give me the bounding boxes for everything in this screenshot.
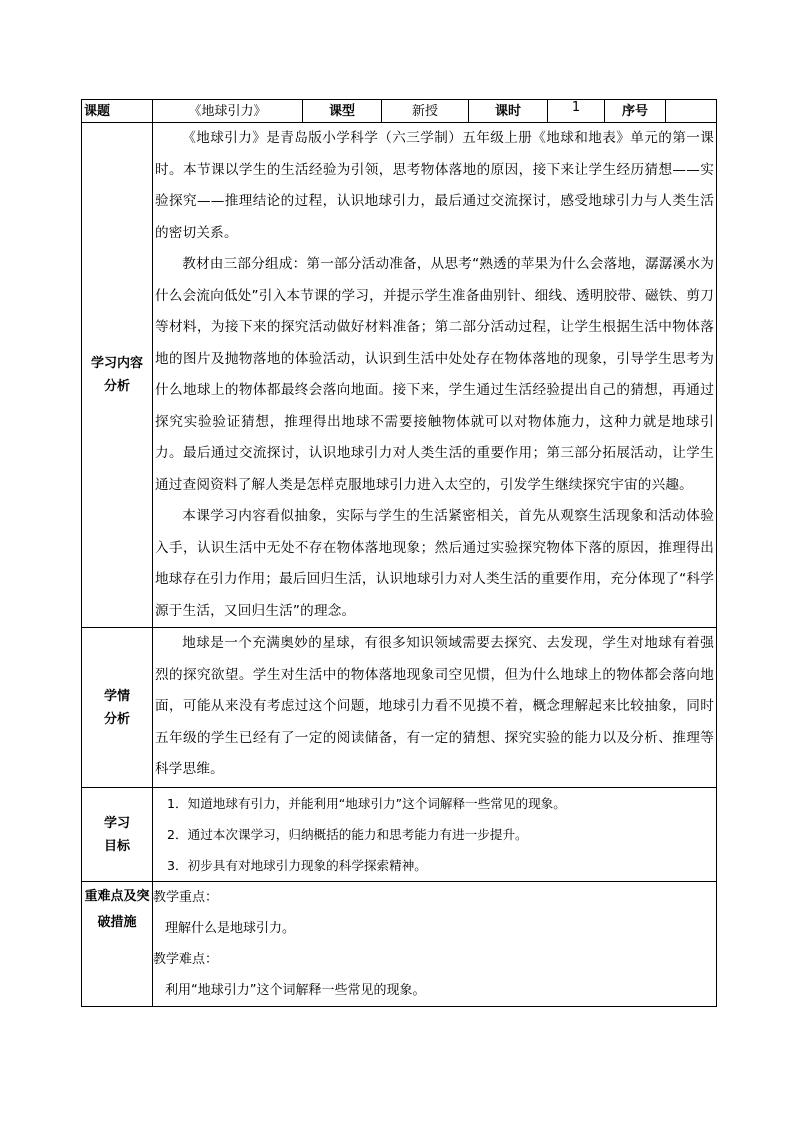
learner-analysis-row <box>82 628 717 788</box>
objective-item: 2．通过本次课学习，归纳概括的能力和思考能力有进一步提升。 <box>167 827 528 842</box>
sequence-value <box>666 100 717 123</box>
content-analysis-text <box>153 123 717 628</box>
course-label: 课题 <box>82 100 153 123</box>
content-analysis-row <box>82 123 717 628</box>
objectives-label-line1: 学习 <box>103 815 130 831</box>
lesson-type-value: 新授 <box>382 100 469 123</box>
class-hours-label: 课时 <box>469 100 548 123</box>
header-row <box>82 100 717 123</box>
content-paragraph: 教材由三部分组成：第一部分活动准备，从思考“熟透的苹果为什么会落地，潺潺溪水为什么会流向低处”引入本节课的学习，并提示学生准备曲别针、细线、透明胶带、磁铁、剪刀等材料，为接下来的探究活动做好材料准备；第二部分活动过程，让学生根据生活中物体落地的图片及抛物落地的体验活动，认识到生活中处处存在物体落地的现象，引导学生思考为什么地球上的物体都最终会落向地面。接下来，学生通过生活经验提出自己的猜想，再通过探究实验验证猜想，推理得出地球不需要接触物体就可以对物体施力，这种力就是地球引力。最后通过交流探讨，认识地球引力对人类生活的重要作用；第三部分拓展活动，让学生通过查阅资料了解人类是怎样克服地球引力进入太空的，引发学生继续探究宇宙的兴趣。 <box>155 256 714 493</box>
objective-item: 1．知道地球有引力，并能利用“地球引力”这个词解释一些常见的现象。 <box>167 796 566 811</box>
objectives-list <box>153 788 717 882</box>
objectives-label-line2: 目标 <box>103 838 130 854</box>
learner-analysis-label-line1: 学情 <box>103 688 130 704</box>
class-hours-value: 1 <box>548 100 605 123</box>
key-points-row <box>82 882 717 1007</box>
objectives-label <box>82 788 153 882</box>
objectives-row <box>82 788 717 882</box>
teaching-difficulty-text: 利用“地球引力”这个词解释一些常见的现象。 <box>165 983 426 998</box>
lesson-plan-table <box>81 99 717 1007</box>
teaching-difficulty-title: 教学难点： <box>153 952 219 967</box>
teaching-focus-text: 理解什么是地球引力。 <box>165 921 296 936</box>
content-analysis-label-line2: 分析 <box>103 379 130 394</box>
content-analysis-label <box>82 123 153 628</box>
learner-analysis-label-line2: 分析 <box>103 711 130 727</box>
learner-paragraph: 地球是一个充满奥妙的星球，有很多知识领域需要去探究、去发现，学生对地球有着强烈的探究欲望。学生对生活中的物体落地现象司空见惯，但为什么地球上的物体都会落向地面，可能从来没有考虑过这个问题，地球引力看不见摸不着，概念理解起来比较抽象，同时五年级的学生已经有了一定的阅读储备，有一定的猜想、探究实验的能力以及分析、推理等科学思维。 <box>155 635 714 777</box>
content-paragraph: 本课学习内容看似抽象，实际与学生的生活紧密相关，首先从观察生活现象和活动体验入手，认识生活中无处不存在物体落地现象；然后通过实验探究物体下落的原因，推理得出地球存在引力作用；最后回归生活，认识地球引力对人类生活的重要作用，充分体现了“科学源于生活，又回归生活”的理念。 <box>155 508 714 619</box>
key-points-label <box>82 882 153 1007</box>
lesson-type-label: 课型 <box>303 100 382 123</box>
content-paragraph: 《地球引力》是青岛版小学科学（六三学制）五年级上册《地球和地表》单元的第一课时。本节课以学生的生活经验为引领，思考物体落地的原因，接下来让学生经历猜想——实验探究——推理结论的过程，认识地球引力，最后通过交流探讨，感受地球引力与人类生活的密切关系。 <box>155 130 714 241</box>
content-analysis-label-line1: 学习内容 <box>90 356 143 371</box>
teaching-focus-title: 教学重点： <box>153 890 219 905</box>
learner-analysis-text <box>153 628 717 788</box>
objective-item: 3．初步具有对地球引力现象的科学探索精神。 <box>167 858 427 873</box>
key-points-label-line2: 破措施 <box>97 915 137 930</box>
learner-analysis-label <box>82 628 153 788</box>
course-title: 《地球引力》 <box>153 100 303 123</box>
key-points-label-line1: 重难点及突 <box>84 889 150 904</box>
key-points-text <box>153 882 717 1007</box>
sequence-label: 序号 <box>605 100 666 123</box>
